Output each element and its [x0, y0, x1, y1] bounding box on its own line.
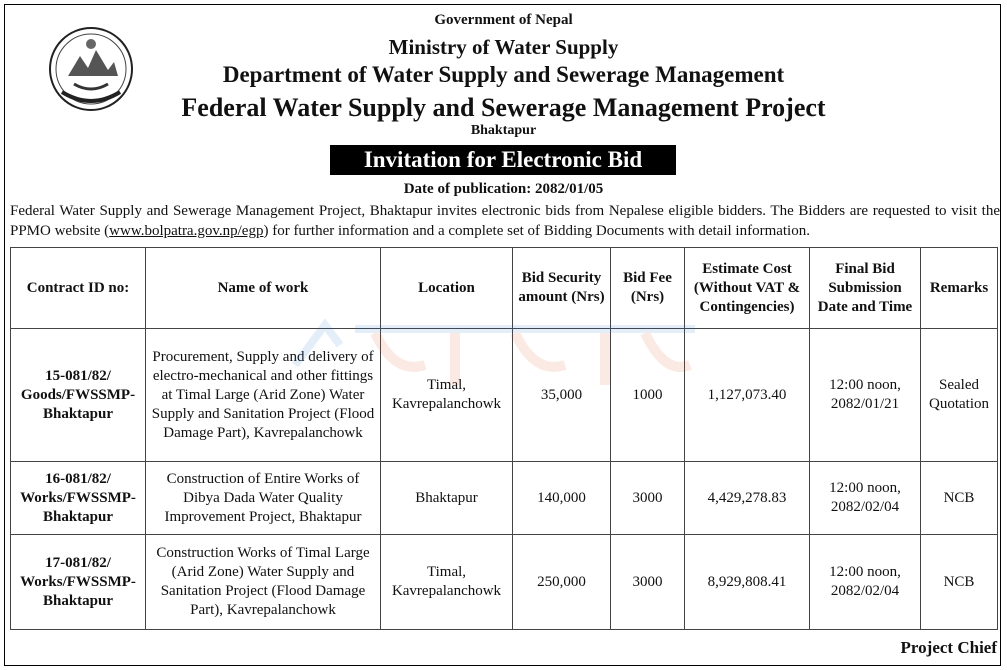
government-heading: Government of Nepal [434, 12, 573, 28]
watermark-logo [285, 305, 715, 395]
cell-contract-id: 15-081/82/ Goods/FWSSMP-Bhaktapur [11, 329, 146, 462]
cell-remarks: NCB [921, 535, 998, 630]
cell-bid-security: 140,000 [513, 462, 611, 535]
cell-remarks: Sealed Quotation [921, 329, 998, 462]
signatory: Project Chief [900, 638, 997, 657]
notice-title-banner: Invitation for Electronic Bid [330, 145, 676, 175]
intro-paragraph [10, 201, 1000, 241]
cell-bid-fee: 1000 [611, 329, 685, 462]
cell-name-of-work: Procurement, Supply and delivery of electro-mechanical and other fittings at Timal Large (Arid Zone) Water Supply and Sanitation Project (Flood Damage Part), Kavrepalanchowk [146, 329, 381, 462]
cell-location: Timal, Kavrepalanchowk [381, 329, 513, 462]
cell-estimate-cost: 8,929,808.41 [685, 535, 810, 630]
intro-text-end: ) for further information and a complete set of Bidding Documents with detail information. [263, 223, 810, 239]
cell-contract-id: 17-081/82/ Works/FWSSMP-Bhaktapur [11, 535, 146, 630]
header-remarks: Remarks [921, 248, 998, 329]
intro-text: Federal Water Supply and Sewerage Management Project, Bhaktapur invites electronic bids from Nepalese eligible bidders. The Bidders are requested to visit the PPMO website ( [10, 203, 1000, 239]
cell-location: Bhaktapur [381, 462, 513, 535]
cell-remarks: NCB [921, 462, 998, 535]
header-location: Location [381, 248, 513, 329]
cell-bid-fee: 3000 [611, 462, 685, 535]
cell-deadline: 12:00 noon, 2082/02/04 [810, 462, 921, 535]
cell-contract-id: 16-081/82/ Works/FWSSMP-Bhaktapur [11, 462, 146, 535]
header-contract-id: Contract ID no: [11, 248, 146, 329]
table-row [11, 462, 998, 535]
cell-deadline: 12:00 noon, 2082/01/21 [810, 329, 921, 462]
ppmo-link[interactable]: www.bolpatra.gov.np/egp [109, 223, 264, 239]
header-estimate-cost: Estimate Cost (Without VAT & Contingencies) [685, 248, 810, 329]
header-bid-fee: Bid Fee (Nrs) [611, 248, 685, 329]
cell-bid-security: 35,000 [513, 329, 611, 462]
department-heading: Department of Water Supply and Sewerage Management [222, 62, 785, 87]
cell-estimate-cost: 4,429,278.83 [685, 462, 810, 535]
header-deadline: Final Bid Submission Date and Time [810, 248, 921, 329]
header-bid-security: Bid Security amount (Nrs) [513, 248, 611, 329]
header-name-of-work: Name of work [146, 248, 381, 329]
location-heading: Bhaktapur [470, 123, 537, 138]
ministry-heading: Ministry of Water Supply [388, 35, 619, 59]
cell-bid-fee: 3000 [611, 535, 685, 630]
project-heading: Federal Water Supply and Sewerage Management Project [181, 93, 826, 122]
cell-estimate-cost: 1,127,073.40 [685, 329, 810, 462]
cell-location: Timal, Kavrepalanchowk [381, 535, 513, 630]
cell-bid-security: 250,000 [513, 535, 611, 630]
cell-name-of-work: Construction Works of Timal Large (Arid Zone) Water Supply and Sanitation Project (Flood Damage Part), Kavrepalanchowk [146, 535, 381, 630]
cell-name-of-work: Construction of Entire Works of Dibya Dada Water Quality Improvement Project, Bhaktapur [146, 462, 381, 535]
publication-date: Date of publication: 2082/01/05 [403, 181, 604, 197]
cell-deadline: 12:00 noon, 2082/02/04 [810, 535, 921, 630]
table-row [11, 535, 998, 630]
